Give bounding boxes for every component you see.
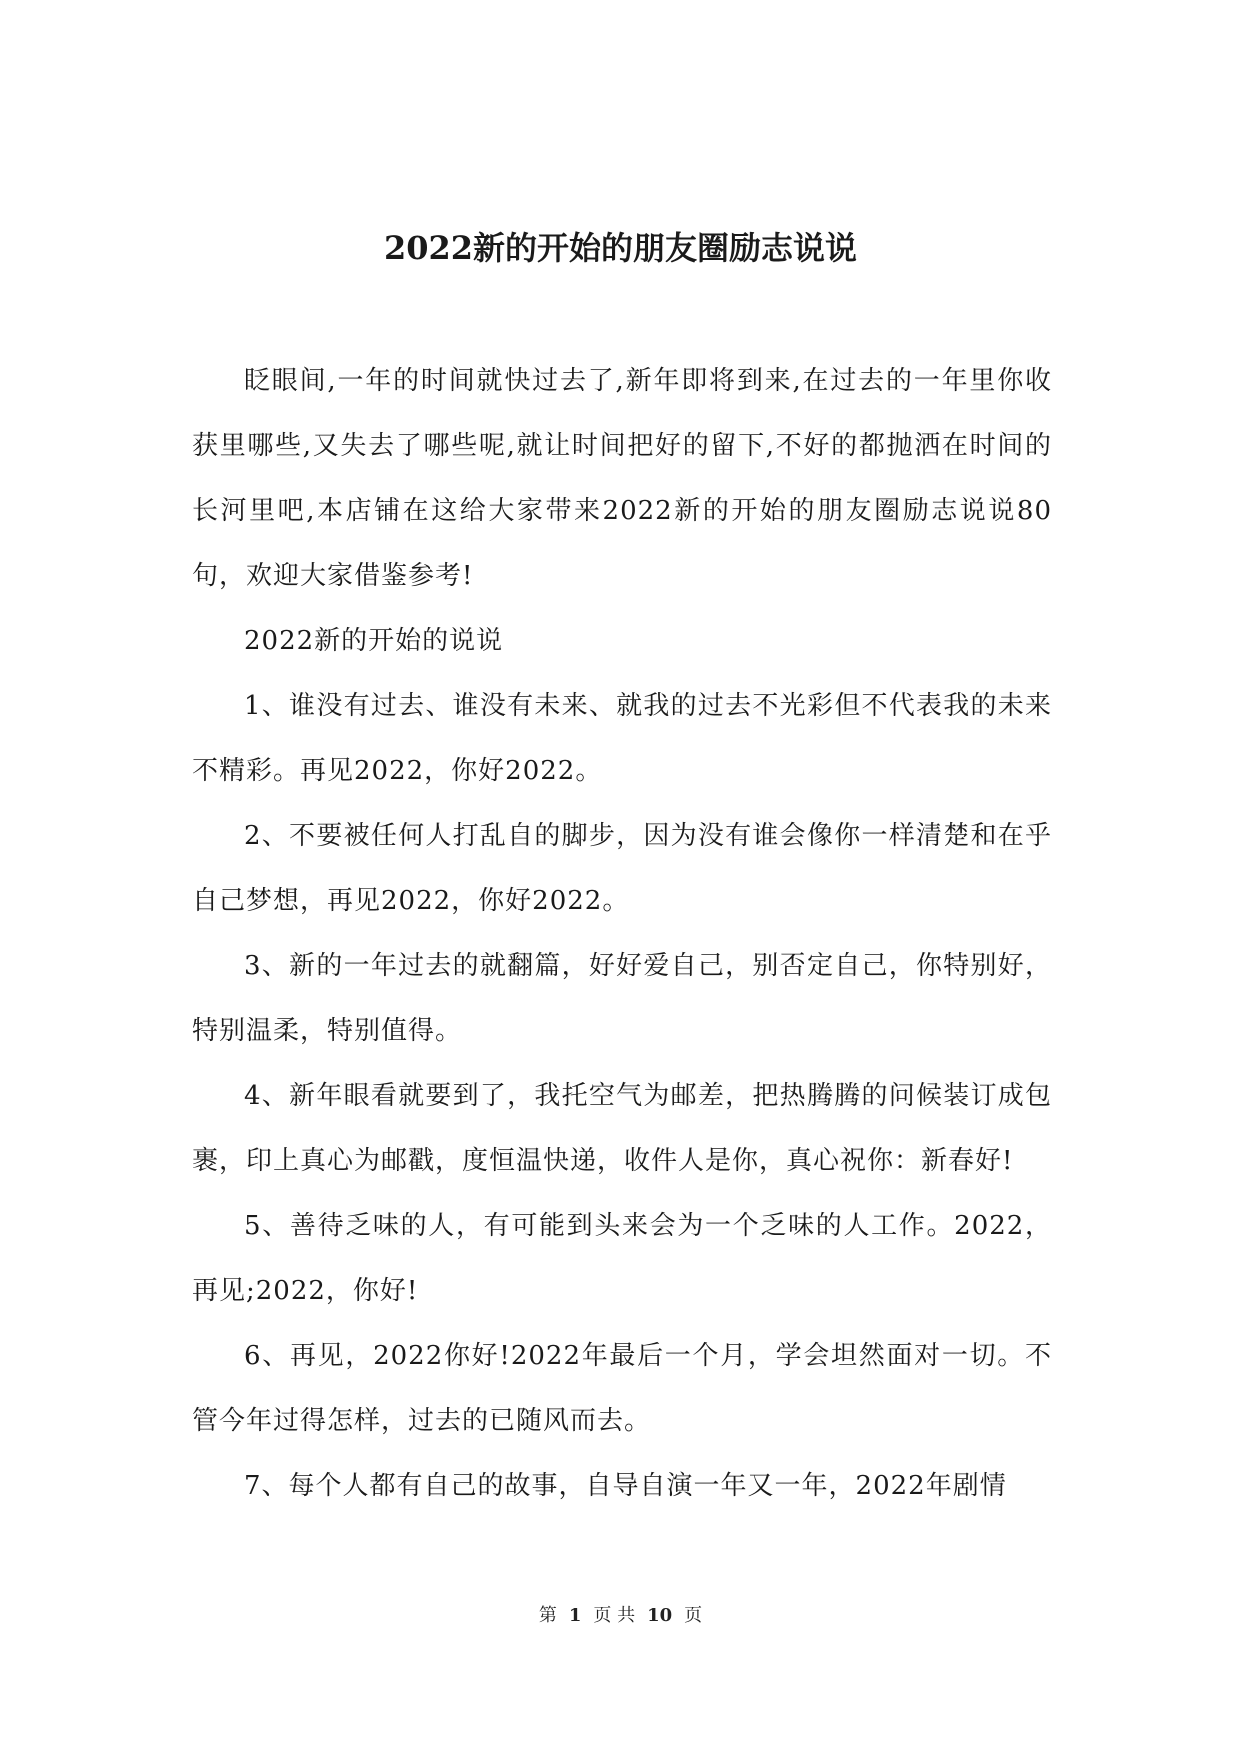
section-heading: 2022新的开始的说说 (244, 626, 504, 656)
list-item: 3、新的一年过去的就翻篇，好好爱自己，别否定自己，你特别好，特别温柔，特别值得。 (192, 951, 1052, 1046)
list-item: 4、新年眼看就要到了，我托空气为邮差，把热腾腾的问候装订成包裹，印上真心为邮戳，度恒温快递，收件人是你，真心祝你：新春好! (192, 1081, 1052, 1176)
intro-paragraph: 眨眼间,一年的时间就快过去了,新年即将到来,在过去的一年里你收获里哪些,又失去了哪些呢,就让时间把好的留下,不好的都抛洒在时间的长河里吧,本店铺在这给大家带来2022新的开始的朋友圈励志说说80句，欢迎大家借鉴参考! (192, 366, 1052, 591)
document-title: 2022新的开始的朋友圈励志说说 (383, 229, 858, 267)
document-body (192, 349, 1052, 1519)
list-item: 1、谁没有过去、谁没有未来、就我的过去不光彩但不代表我的未来不精彩。再见2022，你好2022。 (192, 691, 1052, 786)
list-item: 5、善待乏味的人，有可能到头来会为一个乏味的人工作。2022，再见;2022，你好! (192, 1211, 1052, 1306)
list-item: 2、不要被任何人打乱自的脚步，因为没有谁会像你一样清楚和在乎自己梦想，再见2022，你好2022。 (192, 821, 1052, 916)
footer-suffix: 页 (684, 1605, 703, 1626)
footer-prefix: 第 (538, 1605, 557, 1626)
page-footer (0, 1604, 1241, 1628)
list-item: 7、每个人都有自己的故事，自导自演一年又一年，2022年剧情 (244, 1471, 1007, 1501)
page-number: 1 (568, 1605, 582, 1626)
total-pages: 10 (647, 1605, 673, 1626)
list-item: 6、再见，2022你好!2022年最后一个月，学会坦然面对一切。不管今年过得怎样，过去的已随风而去。 (192, 1341, 1052, 1436)
footer-middle: 页 共 (593, 1605, 636, 1626)
